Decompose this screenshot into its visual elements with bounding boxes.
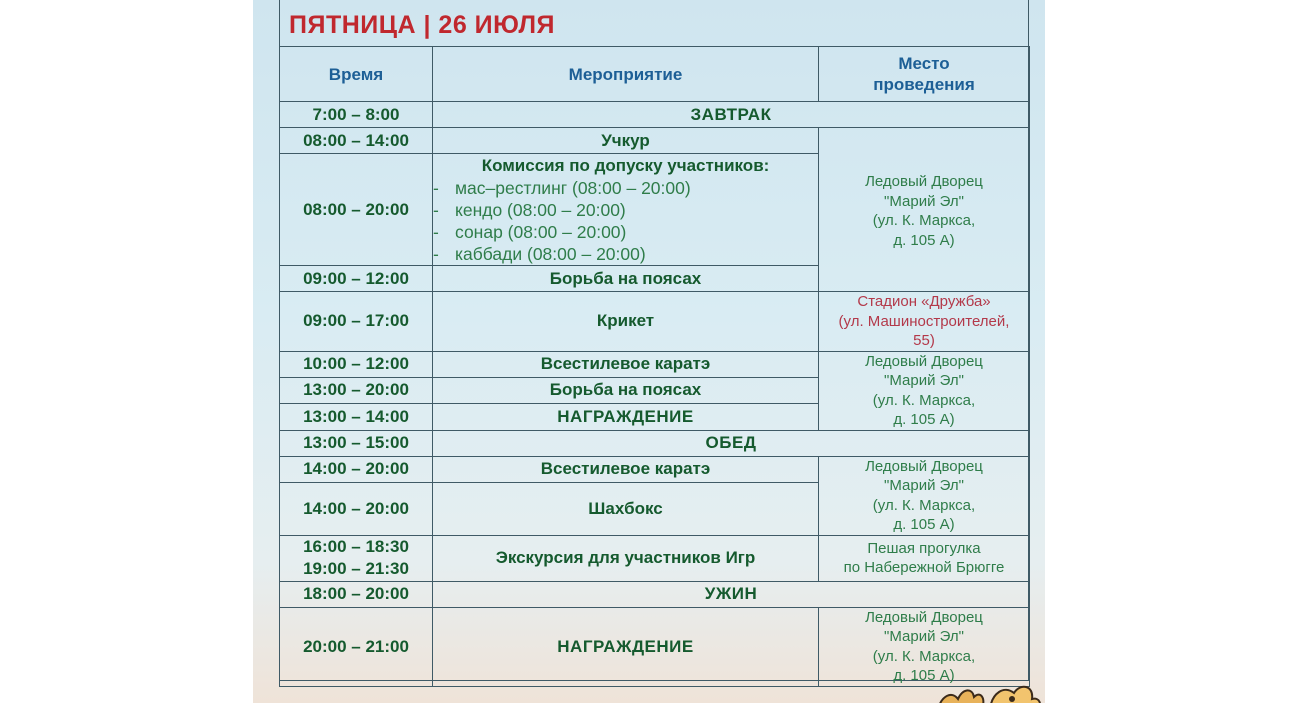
venue-line: Пешая прогулка xyxy=(867,539,981,557)
venue-line: д. 105 А) xyxy=(893,667,955,684)
row-event: Экскурсия для участников Игр xyxy=(433,535,819,581)
table-header-row xyxy=(280,47,1030,102)
row-time: 08:00 – 20:00 xyxy=(280,154,433,266)
list-item: - каббади (08:00 – 20:00) xyxy=(433,243,646,264)
row-time: 13:00 – 20:00 xyxy=(280,377,433,403)
venue-line: Стадион «Дружба» xyxy=(857,293,991,310)
venue-line: "Марий Эл" xyxy=(884,192,964,210)
venue-line: Ледовый Дворец xyxy=(865,352,983,370)
ornament-decoration xyxy=(928,677,1043,703)
table-row xyxy=(280,581,1030,607)
venue-cell xyxy=(819,351,1030,430)
row-event: НАГРАЖДЕНИЕ xyxy=(433,607,819,686)
table-row xyxy=(280,351,1030,377)
row-time: 14:00 – 20:00 xyxy=(280,456,433,483)
row-time: 20:00 – 21:00 xyxy=(280,607,433,686)
venue-line: Ледовый Дворец xyxy=(865,173,983,190)
row-event: Шахбокс xyxy=(433,483,819,535)
table-row xyxy=(280,128,1030,154)
row-time: 10:00 – 12:00 xyxy=(280,351,433,377)
venue-line: Ледовый Дворец xyxy=(865,457,983,475)
venue-cell xyxy=(819,535,1030,581)
commission-title: Комиссия по допуску участников: xyxy=(481,155,770,175)
row-event: ОБЕД xyxy=(433,430,1030,456)
venue-cell xyxy=(819,607,1030,686)
venue-line: Ледовый Дворец xyxy=(865,608,983,626)
row-event: Крикет xyxy=(433,292,819,352)
venue-line: (ул. Машиностроителей, xyxy=(838,312,1010,330)
venue-cell xyxy=(819,456,1030,535)
table-row xyxy=(280,430,1030,456)
venue-line: 55) xyxy=(913,332,935,349)
row-event: Всестилевое каратэ xyxy=(433,456,819,483)
schedule-poster xyxy=(253,0,1045,703)
row-event: Учкур xyxy=(433,128,819,154)
table-row xyxy=(280,607,1030,686)
row-time: 09:00 – 17:00 xyxy=(280,292,433,352)
table-row xyxy=(280,535,1030,581)
venue-line: (ул. К. Маркса, xyxy=(872,212,976,229)
row-event: Борьба на поясах xyxy=(433,266,819,292)
venue-line: д. 105 А) xyxy=(893,411,955,428)
venue-cell xyxy=(819,292,1030,352)
row-event: УЖИН xyxy=(433,581,1030,607)
row-event: НАГРАЖДЕНИЕ xyxy=(433,404,819,430)
row-event xyxy=(433,154,819,266)
row-time: 08:00 – 14:00 xyxy=(280,128,433,154)
venue-line: "Марий Эл" xyxy=(884,477,964,494)
venue-line: д. 105 А) xyxy=(893,231,955,249)
venue-line: (ул. К. Маркса, xyxy=(872,391,976,409)
list-item: - мас–рестлинг (08:00 – 20:00) xyxy=(433,177,691,198)
header-venue: Место проведения xyxy=(819,47,1030,102)
venue-cell xyxy=(819,128,1030,292)
venue-line: "Марий Эл" xyxy=(884,372,964,389)
time-line: 16:00 – 18:30 xyxy=(303,537,409,556)
venue-line: по Набережной Брюгге xyxy=(843,559,1005,576)
row-time: 14:00 – 20:00 xyxy=(280,483,433,535)
row-time: 13:00 – 15:00 xyxy=(280,430,433,456)
schedule-table xyxy=(279,46,1030,687)
row-event: ЗАВТРАК xyxy=(433,102,1030,128)
row-event: Всестилевое каратэ xyxy=(433,351,819,377)
commission-list xyxy=(433,177,818,265)
row-time: 18:00 – 20:00 xyxy=(280,581,433,607)
time-line: 19:00 – 21:30 xyxy=(303,559,409,578)
table-row xyxy=(280,456,1030,483)
row-time: 13:00 – 14:00 xyxy=(280,404,433,430)
list-item: - кендо (08:00 – 20:00) xyxy=(433,199,626,220)
header-time: Время xyxy=(280,47,433,102)
row-event: Борьба на поясах xyxy=(433,377,819,403)
table-row xyxy=(280,292,1030,352)
list-item: - сонар (08:00 – 20:00) xyxy=(433,221,627,242)
venue-line: "Марий Эл" xyxy=(884,628,964,645)
table-row xyxy=(280,102,1030,128)
row-time: 7:00 – 8:00 xyxy=(280,102,433,128)
row-time: 09:00 – 12:00 xyxy=(280,266,433,292)
row-time xyxy=(280,535,433,581)
header-event: Мероприятие xyxy=(433,47,819,102)
day-title: ПЯТНИЦА | 26 ИЮЛЯ xyxy=(289,11,555,39)
venue-line: д. 105 А) xyxy=(893,516,955,533)
venue-line: (ул. К. Маркса, xyxy=(872,496,976,514)
venue-line: (ул. К. Маркса, xyxy=(872,647,976,665)
